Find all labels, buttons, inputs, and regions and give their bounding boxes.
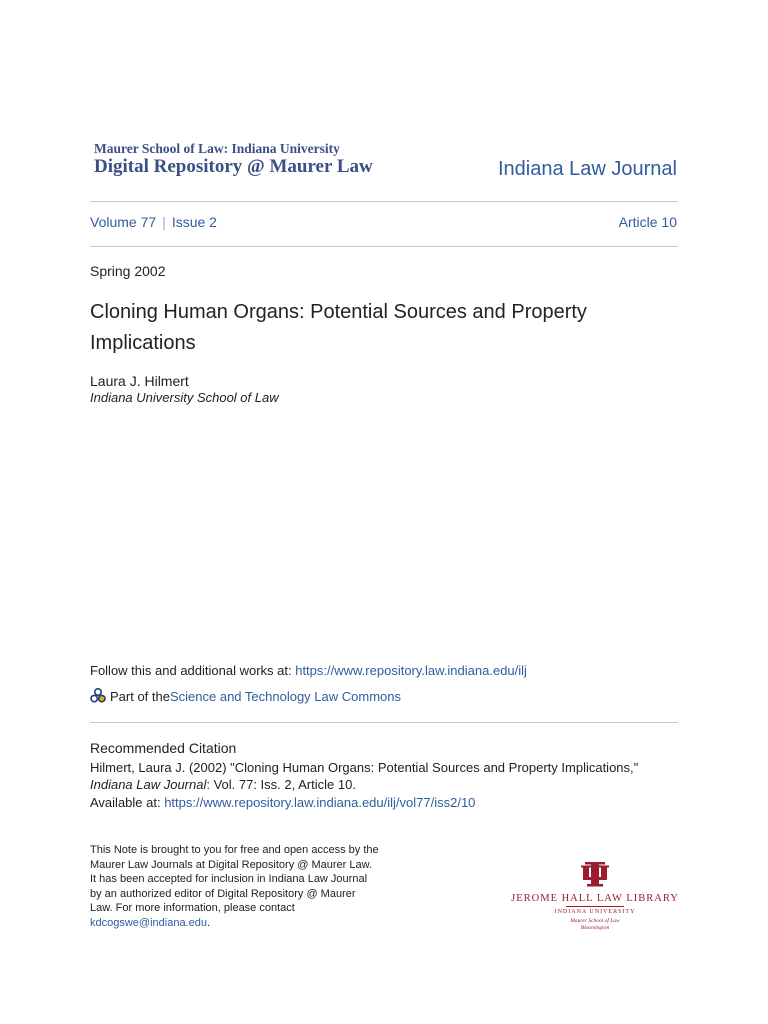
library-school: Maurer School of Law bbox=[570, 918, 620, 924]
citation-part2: : Vol. 77: Iss. 2, Article 10. bbox=[206, 777, 356, 792]
follow-prefix: Follow this and additional works at: bbox=[90, 663, 296, 678]
available-line bbox=[90, 795, 475, 810]
divider bbox=[90, 722, 678, 723]
citation-text bbox=[90, 759, 680, 793]
citation-part1: Hilmert, Laura J. (2002) "Cloning Human Organs: Potential Sources and Property Implications," bbox=[90, 760, 639, 775]
article-url-link[interactable]: https://www.repository.law.indiana.edu/ilj/vol77/iss2/10 bbox=[164, 795, 476, 810]
collection-url-link[interactable]: https://www.repository.law.indiana.edu/ilj bbox=[295, 663, 527, 678]
library-location: Bloomington bbox=[580, 925, 610, 931]
author-name: Laura J. Hilmert bbox=[90, 373, 189, 389]
citation-heading: Recommended Citation bbox=[90, 740, 237, 756]
document-title: Cloning Human Organs: Potential Sources and Property Implications bbox=[90, 301, 587, 354]
commons-link[interactable]: Science and Technology Law Commons bbox=[169, 688, 401, 704]
follow-line bbox=[90, 663, 527, 678]
note-text: This Note is brought to you for free and open access by the Maurer Law Journals at Digital Repository @ Maurer Law. It has been accepted for inclusion in Indiana Law Journal by an authorized editor of Digital Repository @ Maurer Law. For more information, please contact bbox=[90, 844, 379, 915]
article-link[interactable]: Article 10 bbox=[618, 214, 677, 230]
commons-line bbox=[90, 688, 401, 704]
volume-link[interactable]: Volume 77 bbox=[90, 214, 157, 230]
issue-breadcrumb bbox=[90, 214, 217, 230]
note-end: . bbox=[206, 916, 211, 929]
library-name: JEROME HALL LAW LIBRARY bbox=[511, 893, 679, 904]
access-note bbox=[90, 843, 380, 931]
repository-name[interactable]: Digital Repository @ Maurer Law bbox=[94, 156, 373, 177]
citation-journal: Indiana Law Journal bbox=[90, 777, 207, 792]
available-prefix: Available at: bbox=[90, 795, 165, 810]
contact-email-link[interactable]: kdcogswe@indiana.edu bbox=[90, 916, 207, 929]
divider bbox=[90, 201, 678, 202]
breadcrumb-separator: | bbox=[162, 214, 166, 230]
issue-link[interactable]: Issue 2 bbox=[171, 214, 217, 230]
commons-prefix: Part of the bbox=[110, 688, 170, 704]
repository-institution[interactable]: Maurer School of Law: Indiana University bbox=[94, 141, 340, 156]
journal-title-link[interactable]: Indiana Law Journal bbox=[497, 158, 677, 180]
commons-network-icon bbox=[90, 688, 106, 704]
logo-rule bbox=[566, 906, 624, 907]
library-university: INDIANA UNIVERSITY bbox=[554, 909, 636, 915]
divider bbox=[90, 246, 678, 247]
author-affiliation: Indiana University School of Law bbox=[90, 390, 279, 405]
publication-date: Spring 2002 bbox=[90, 263, 166, 279]
